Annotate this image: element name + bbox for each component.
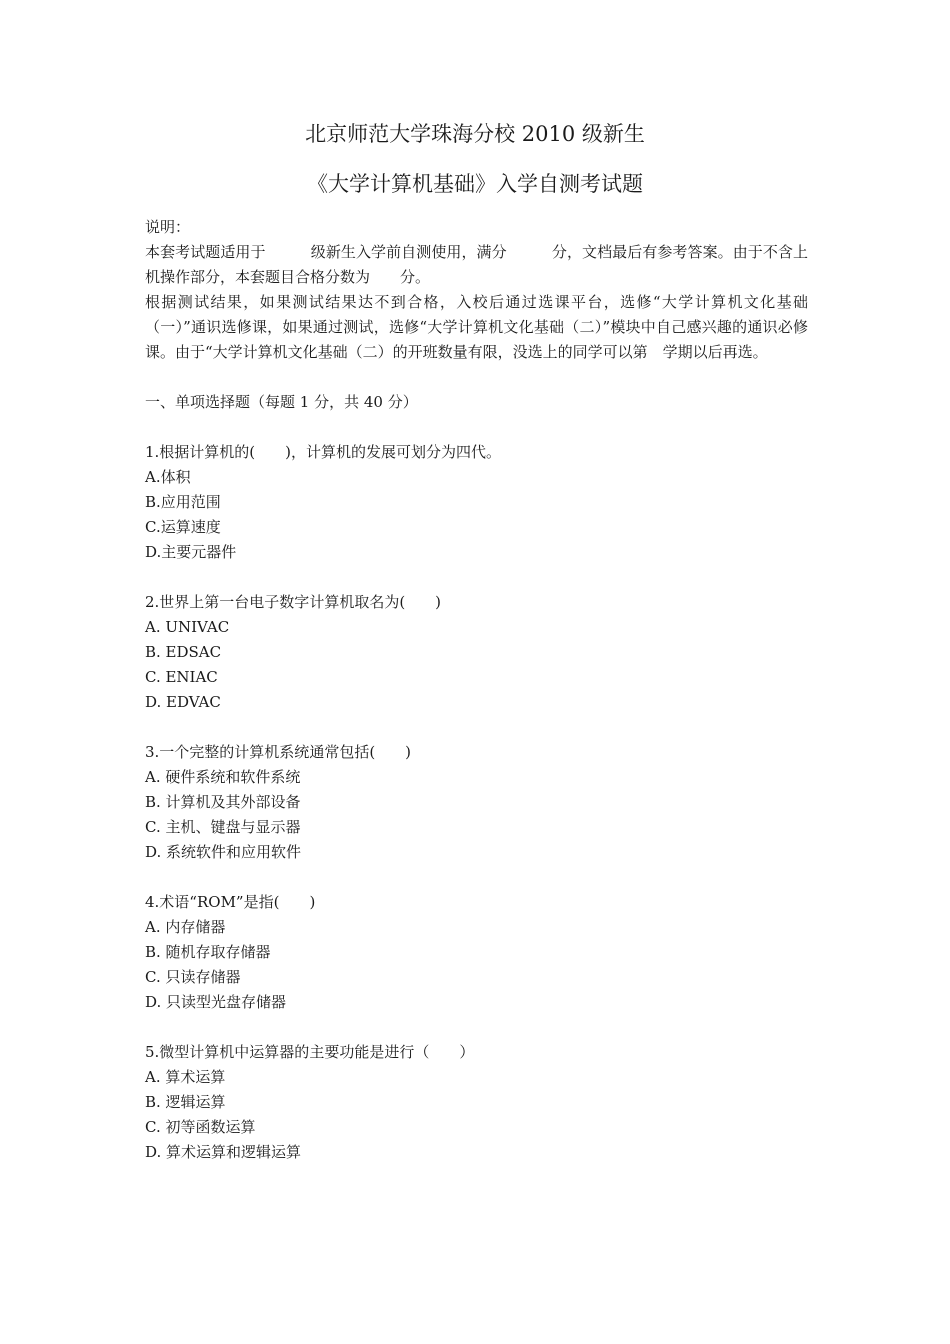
question-option: D. 算术运算和逻辑运算: [145, 1143, 302, 1161]
question-stem: 4.术语“ROM”是指( ): [145, 893, 316, 911]
question-option: C.运算速度: [145, 518, 221, 536]
question-option: D.主要元器件: [145, 543, 237, 561]
question-stem: 2.世界上第一台电子数字计算机取名为( ): [145, 593, 442, 611]
question-option: A. 内存储器: [145, 918, 226, 936]
notes-heading: 说明：: [145, 218, 191, 236]
question-stem: 1.根据计算机的( )，计算机的发展可划分为四代。: [145, 443, 502, 461]
question-stem: 3.一个完整的计算机系统通常包括( ): [145, 743, 412, 761]
notes-paragraph-1: 本套考试题适用于 级新生入学前自测使用，满分 分，文档最后有参考答案。由于不含上机操作部分，本套题目合格分数为 分。: [145, 243, 808, 286]
document-title-line2: 《大学计算机基础》入学自测考试题: [307, 172, 643, 196]
question-option: A. UNIVAC: [145, 618, 230, 636]
document-title-line1: 北京师范大学珠海分校 2010 级新生: [305, 122, 645, 146]
question-option: B. 计算机及其外部设备: [145, 793, 301, 811]
question-option: D. 只读型光盘存储器: [145, 993, 287, 1011]
question-option: C. 主机、键盘与显示器: [145, 818, 301, 836]
question-option: B. EDSAC: [145, 643, 222, 661]
notes-paragraph-2: 根据测试结果，如果测试结果达不到合格，入校后通过选课平台，选修“大学计算机文化基础（一）”通识选修课，如果通过测试，选修“大学计算机文化基础（二）”模块中自己感兴趣的通识必修课。由于“大学计算机文化基础（二）的开班数量有限，没选上的同学可以第 学期以后再选。: [145, 293, 808, 361]
question-5: [145, 1040, 808, 1165]
question-option: D. 系统软件和应用软件: [145, 843, 302, 861]
question-option: C. 初等函数运算: [145, 1118, 256, 1136]
question-option: D. EDVAC: [145, 693, 221, 711]
question-2: [145, 590, 808, 715]
question-option: B.应用范围: [145, 493, 221, 511]
question-option: A.体积: [145, 468, 191, 486]
question-option: B. 逻辑运算: [145, 1093, 226, 1111]
section-heading: 一、单项选择题（每题 1 分，共 40 分）: [145, 393, 418, 411]
question-3: [145, 740, 808, 865]
question-option: A. 算术运算: [145, 1068, 226, 1086]
question-4: [145, 890, 808, 1015]
question-stem: 5.微型计算机中运算器的主要功能是进行（ ）: [145, 1043, 475, 1061]
question-option: C. 只读存储器: [145, 968, 241, 986]
document-body: [145, 215, 808, 1165]
question-1: [145, 440, 808, 565]
question-option: A. 硬件系统和软件系统: [145, 768, 301, 786]
question-option: C. ENIAC: [145, 668, 218, 686]
question-option: B. 随机存取存储器: [145, 943, 271, 961]
